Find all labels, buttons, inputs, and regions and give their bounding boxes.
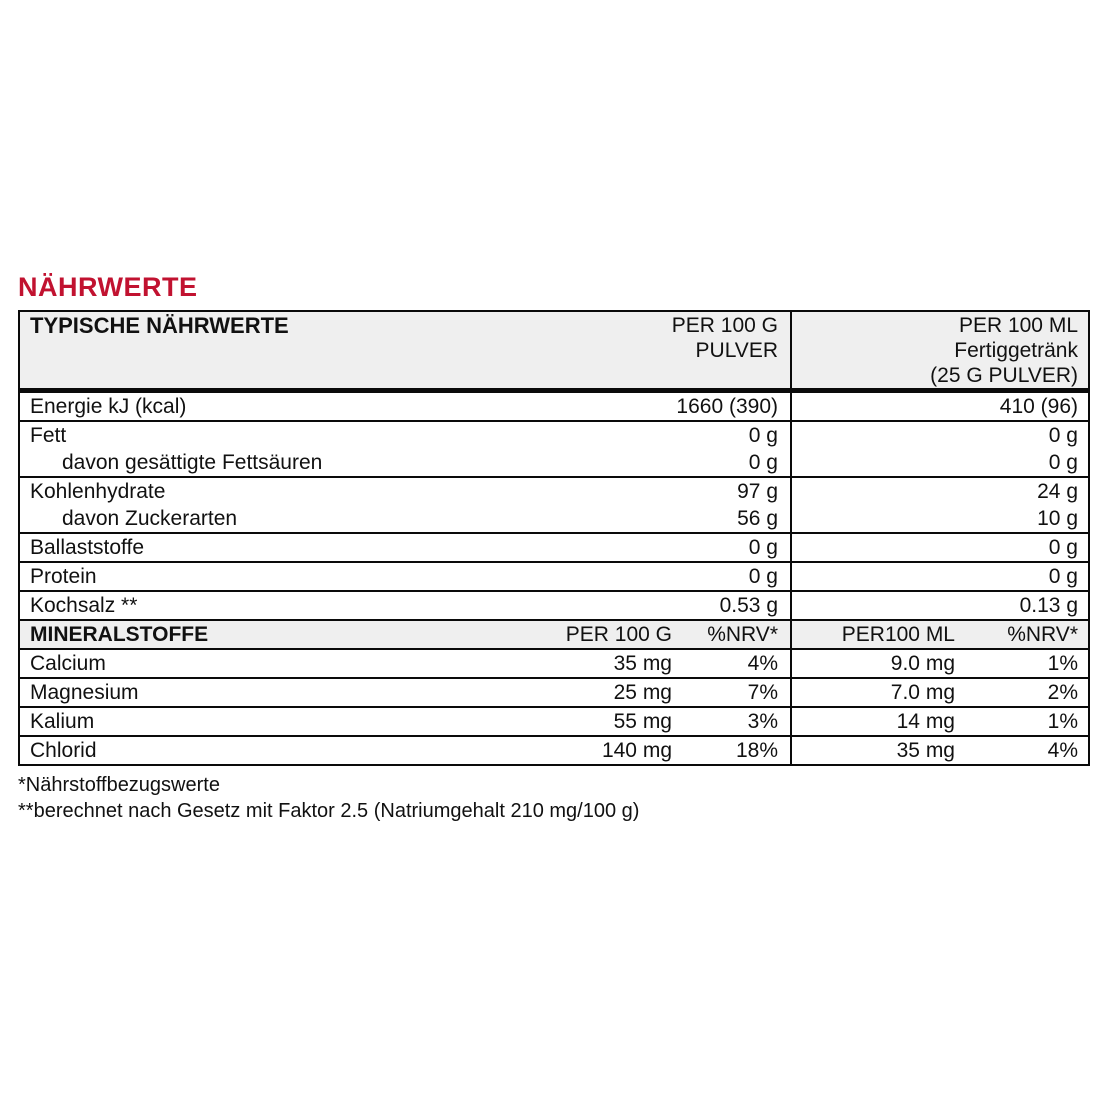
- header-per100g-line1: PER 100 G: [671, 314, 778, 337]
- row-label: Kochsalz **: [30, 594, 138, 617]
- header-col-per100ml: [792, 312, 1088, 388]
- footnote-salt: **berechnet nach Gesetz mit Faktor 2.5 (Natriumgehalt 210 mg/100 g): [18, 800, 640, 822]
- row-label: Ballaststoffe: [30, 536, 145, 559]
- row-value-per100ml: 7.0 mg: [890, 681, 955, 704]
- header-per100ml-line2: Fertiggetränk: [954, 339, 1078, 362]
- row-value-per100g: 140 mg: [601, 739, 672, 762]
- minerals-title: MINERALSTOFFE: [30, 623, 209, 646]
- row-value-per100g: 1660 (390): [676, 395, 778, 418]
- table-row-protein: [20, 563, 1088, 592]
- row-label: Energie kJ (kcal): [30, 395, 187, 418]
- header-col-per100g: [672, 312, 778, 363]
- table-row-energie: [20, 393, 1088, 422]
- row-label: Kalium: [30, 710, 95, 733]
- row-value-per100ml: 0 g: [1048, 424, 1078, 447]
- row-label-sub: davon Zuckerarten: [62, 507, 238, 530]
- row-value-per100ml: 0 g: [1048, 451, 1078, 474]
- row-nrv-per100g: 3%: [747, 710, 778, 733]
- table-row-magnesium: [20, 679, 1088, 708]
- row-label: Chlorid: [30, 739, 97, 762]
- minerals-col-nrv-drink: %NRV*: [1007, 623, 1078, 646]
- row-nrv-per100ml: 1%: [1047, 652, 1078, 675]
- table-row-kalium: [20, 708, 1088, 737]
- row-value-per100g: 97 g: [737, 480, 778, 503]
- table-row-kochsalz: [20, 592, 1088, 621]
- row-value-per100g: 0 g: [748, 536, 778, 559]
- row-value-per100g: 0 g: [748, 424, 778, 447]
- row-label: Fett: [30, 424, 67, 447]
- header-per100g-line2: PULVER: [695, 339, 778, 362]
- row-value-per100ml: 0.13 g: [1019, 594, 1078, 617]
- row-value-per100g: 25 mg: [613, 681, 672, 704]
- row-value-per100g: 35 mg: [613, 652, 672, 675]
- row-value-per100g: 55 mg: [613, 710, 672, 733]
- row-label: Kohlenhydrate: [30, 480, 166, 503]
- row-nrv-per100g: 4%: [747, 652, 778, 675]
- minerals-col-per100g: PER 100 G: [565, 623, 672, 646]
- table-row-kohlenhydrate: [20, 478, 1088, 534]
- table-title: TYPISCHE NÄHRWERTE: [30, 313, 289, 338]
- row-label-sub: davon gesättigte Fettsäuren: [62, 451, 323, 474]
- row-label: Magnesium: [30, 681, 139, 704]
- row-nrv-per100ml: 4%: [1047, 739, 1078, 762]
- row-nrv-per100ml: 1%: [1047, 710, 1078, 733]
- table-header-row: [20, 312, 1088, 393]
- nutrition-table: [18, 310, 1090, 766]
- header-per100ml-line3: (25 G PULVER): [930, 364, 1078, 387]
- row-value-per100ml: 0 g: [1048, 565, 1078, 588]
- page-title: NÄHRWERTE: [18, 272, 198, 302]
- row-value-per100g: 56 g: [737, 507, 778, 530]
- minerals-col-nrv-powder: %NRV*: [707, 623, 778, 646]
- nutrition-panel: [18, 272, 1090, 824]
- row-nrv-per100g: 18%: [735, 739, 778, 762]
- table-row-ballaststoffe: [20, 534, 1088, 563]
- minerals-col-per100ml: PER100 ML: [841, 623, 955, 646]
- minerals-header-row: [20, 621, 1088, 650]
- row-value-per100g: 0 g: [748, 565, 778, 588]
- row-value-per100ml: 24 g: [1037, 480, 1078, 503]
- table-row-calcium: [20, 650, 1088, 679]
- header-per100ml-line1: PER 100 ML: [958, 314, 1078, 337]
- row-value-per100ml: 35 mg: [896, 739, 955, 762]
- table-row-fett: [20, 422, 1088, 478]
- row-value-per100ml: 9.0 mg: [890, 652, 955, 675]
- row-nrv-per100g: 7%: [747, 681, 778, 704]
- header-left-cell: [20, 312, 792, 388]
- row-value-per100g: 0 g: [748, 451, 778, 474]
- row-value-per100ml: 410 (96): [999, 395, 1078, 418]
- row-value-per100g: 0.53 g: [719, 594, 778, 617]
- row-nrv-per100ml: 2%: [1047, 681, 1078, 704]
- row-value-per100ml: 10 g: [1037, 507, 1078, 530]
- row-label: Protein: [30, 565, 97, 588]
- table-row-chlorid: [20, 737, 1088, 764]
- row-value-per100ml: 14 mg: [896, 710, 955, 733]
- row-label: Calcium: [30, 652, 106, 675]
- row-value-per100ml: 0 g: [1048, 536, 1078, 559]
- footnote-nrv: *Nährstoffbezugswerte: [18, 774, 220, 796]
- footnotes: [18, 772, 1090, 824]
